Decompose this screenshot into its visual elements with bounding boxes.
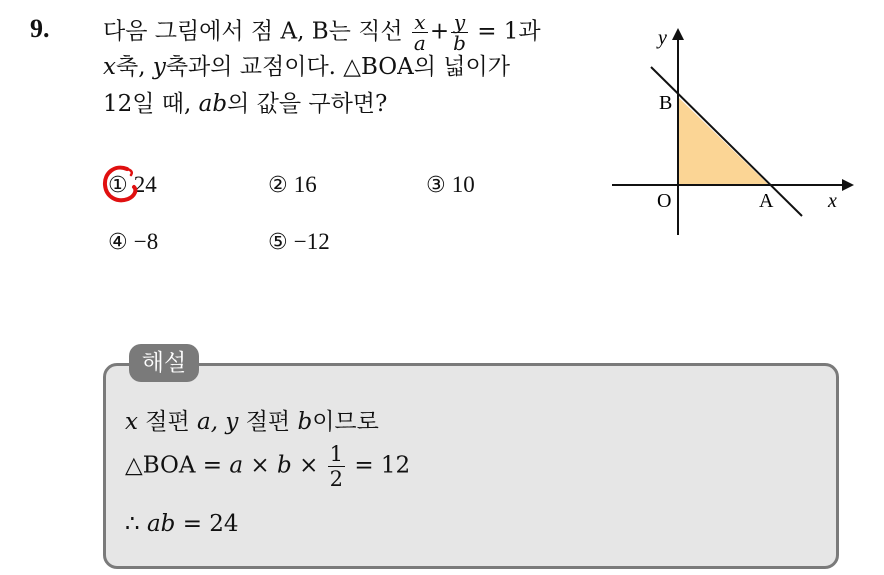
- stem-line-2: [103, 49, 593, 86]
- equation-y-over-b: [451, 12, 468, 53]
- variable-ab: ab: [146, 511, 176, 537]
- variable-y: y: [152, 54, 166, 80]
- therefore-sign: ∴: [125, 511, 140, 537]
- variable-a: a: [229, 452, 244, 479]
- fraction-denominator: a: [413, 31, 426, 55]
- solution-tag: 해설: [129, 344, 199, 382]
- question-stem: [103, 12, 593, 123]
- solution-text: 절편: [245, 409, 291, 435]
- choice-value: −8: [133, 229, 159, 254]
- choice-value: −12: [293, 229, 330, 254]
- equation-x-over-a: [412, 12, 428, 53]
- answer-circle-mark: [101, 163, 141, 205]
- origin-label: O: [657, 190, 672, 212]
- solution-text: 이므로: [312, 409, 379, 435]
- choice-mark: ④: [108, 230, 128, 255]
- solution-line-1: [125, 403, 379, 436]
- y-axis-arrow: [672, 28, 684, 40]
- choice-4[interactable]: [108, 229, 158, 255]
- point-b-label: B: [659, 92, 673, 114]
- point-a-label: A: [759, 190, 774, 212]
- stem-text: 의 값을 구하면?: [227, 91, 388, 117]
- solution-line-3: [125, 511, 239, 537]
- stem-text: 12일 때,: [103, 91, 192, 117]
- choice-mark: ①: [108, 173, 128, 198]
- variable-x: x: [125, 409, 138, 435]
- fraction-denominator: b: [453, 31, 466, 55]
- solution-text: 절편: [145, 409, 190, 435]
- x-axis-label: x: [828, 190, 837, 212]
- solution-text: = 12: [354, 452, 411, 479]
- variable-y: y: [225, 409, 239, 435]
- solution-text: = 24: [182, 511, 239, 537]
- variable-a: a,: [197, 409, 219, 435]
- choice-mark: ③: [426, 173, 446, 198]
- triangle-boa: [678, 97, 769, 185]
- coordinate-graph: [606, 22, 862, 237]
- variable-x: x: [103, 54, 116, 80]
- choice-2[interactable]: [268, 172, 317, 198]
- plus-sign: +: [429, 18, 450, 45]
- variable-ab: ab: [198, 91, 228, 117]
- choice-value: 16: [293, 172, 317, 197]
- fraction-numerator: 1: [329, 442, 344, 466]
- stem-text: 축과의 교점이다. △BOA의 넓이가: [165, 54, 510, 80]
- fraction-numerator: x: [412, 12, 428, 33]
- stem-text: = 1과: [477, 18, 541, 45]
- choice-mark: ②: [268, 173, 288, 198]
- choice-value: 24: [133, 172, 157, 197]
- solution-line-2: [125, 442, 410, 491]
- choice-3[interactable]: [426, 172, 475, 198]
- line-ab: [651, 67, 802, 216]
- y-axis-label: y: [658, 27, 667, 49]
- stem-text: 축,: [115, 54, 146, 80]
- choice-value: 10: [451, 172, 475, 197]
- choice-mark: ⑤: [268, 230, 288, 255]
- fraction-numerator: y: [451, 12, 468, 33]
- times-sign: ×: [250, 452, 270, 479]
- x-axis-arrow: [842, 179, 854, 191]
- fraction-one-half: [328, 442, 345, 491]
- question-number: 9.: [30, 14, 50, 43]
- stem-line-1: [103, 10, 593, 55]
- variable-b: b: [297, 409, 313, 435]
- fraction-denominator: 2: [329, 467, 344, 491]
- stem-line-3: [103, 86, 593, 123]
- solution-text: △BOA =: [125, 452, 223, 479]
- stem-text: 다음 그림에서 점 A, B는 직선: [103, 18, 403, 45]
- variable-b: b: [277, 452, 292, 479]
- times-sign: ×: [299, 452, 319, 479]
- choice-5[interactable]: [268, 229, 330, 255]
